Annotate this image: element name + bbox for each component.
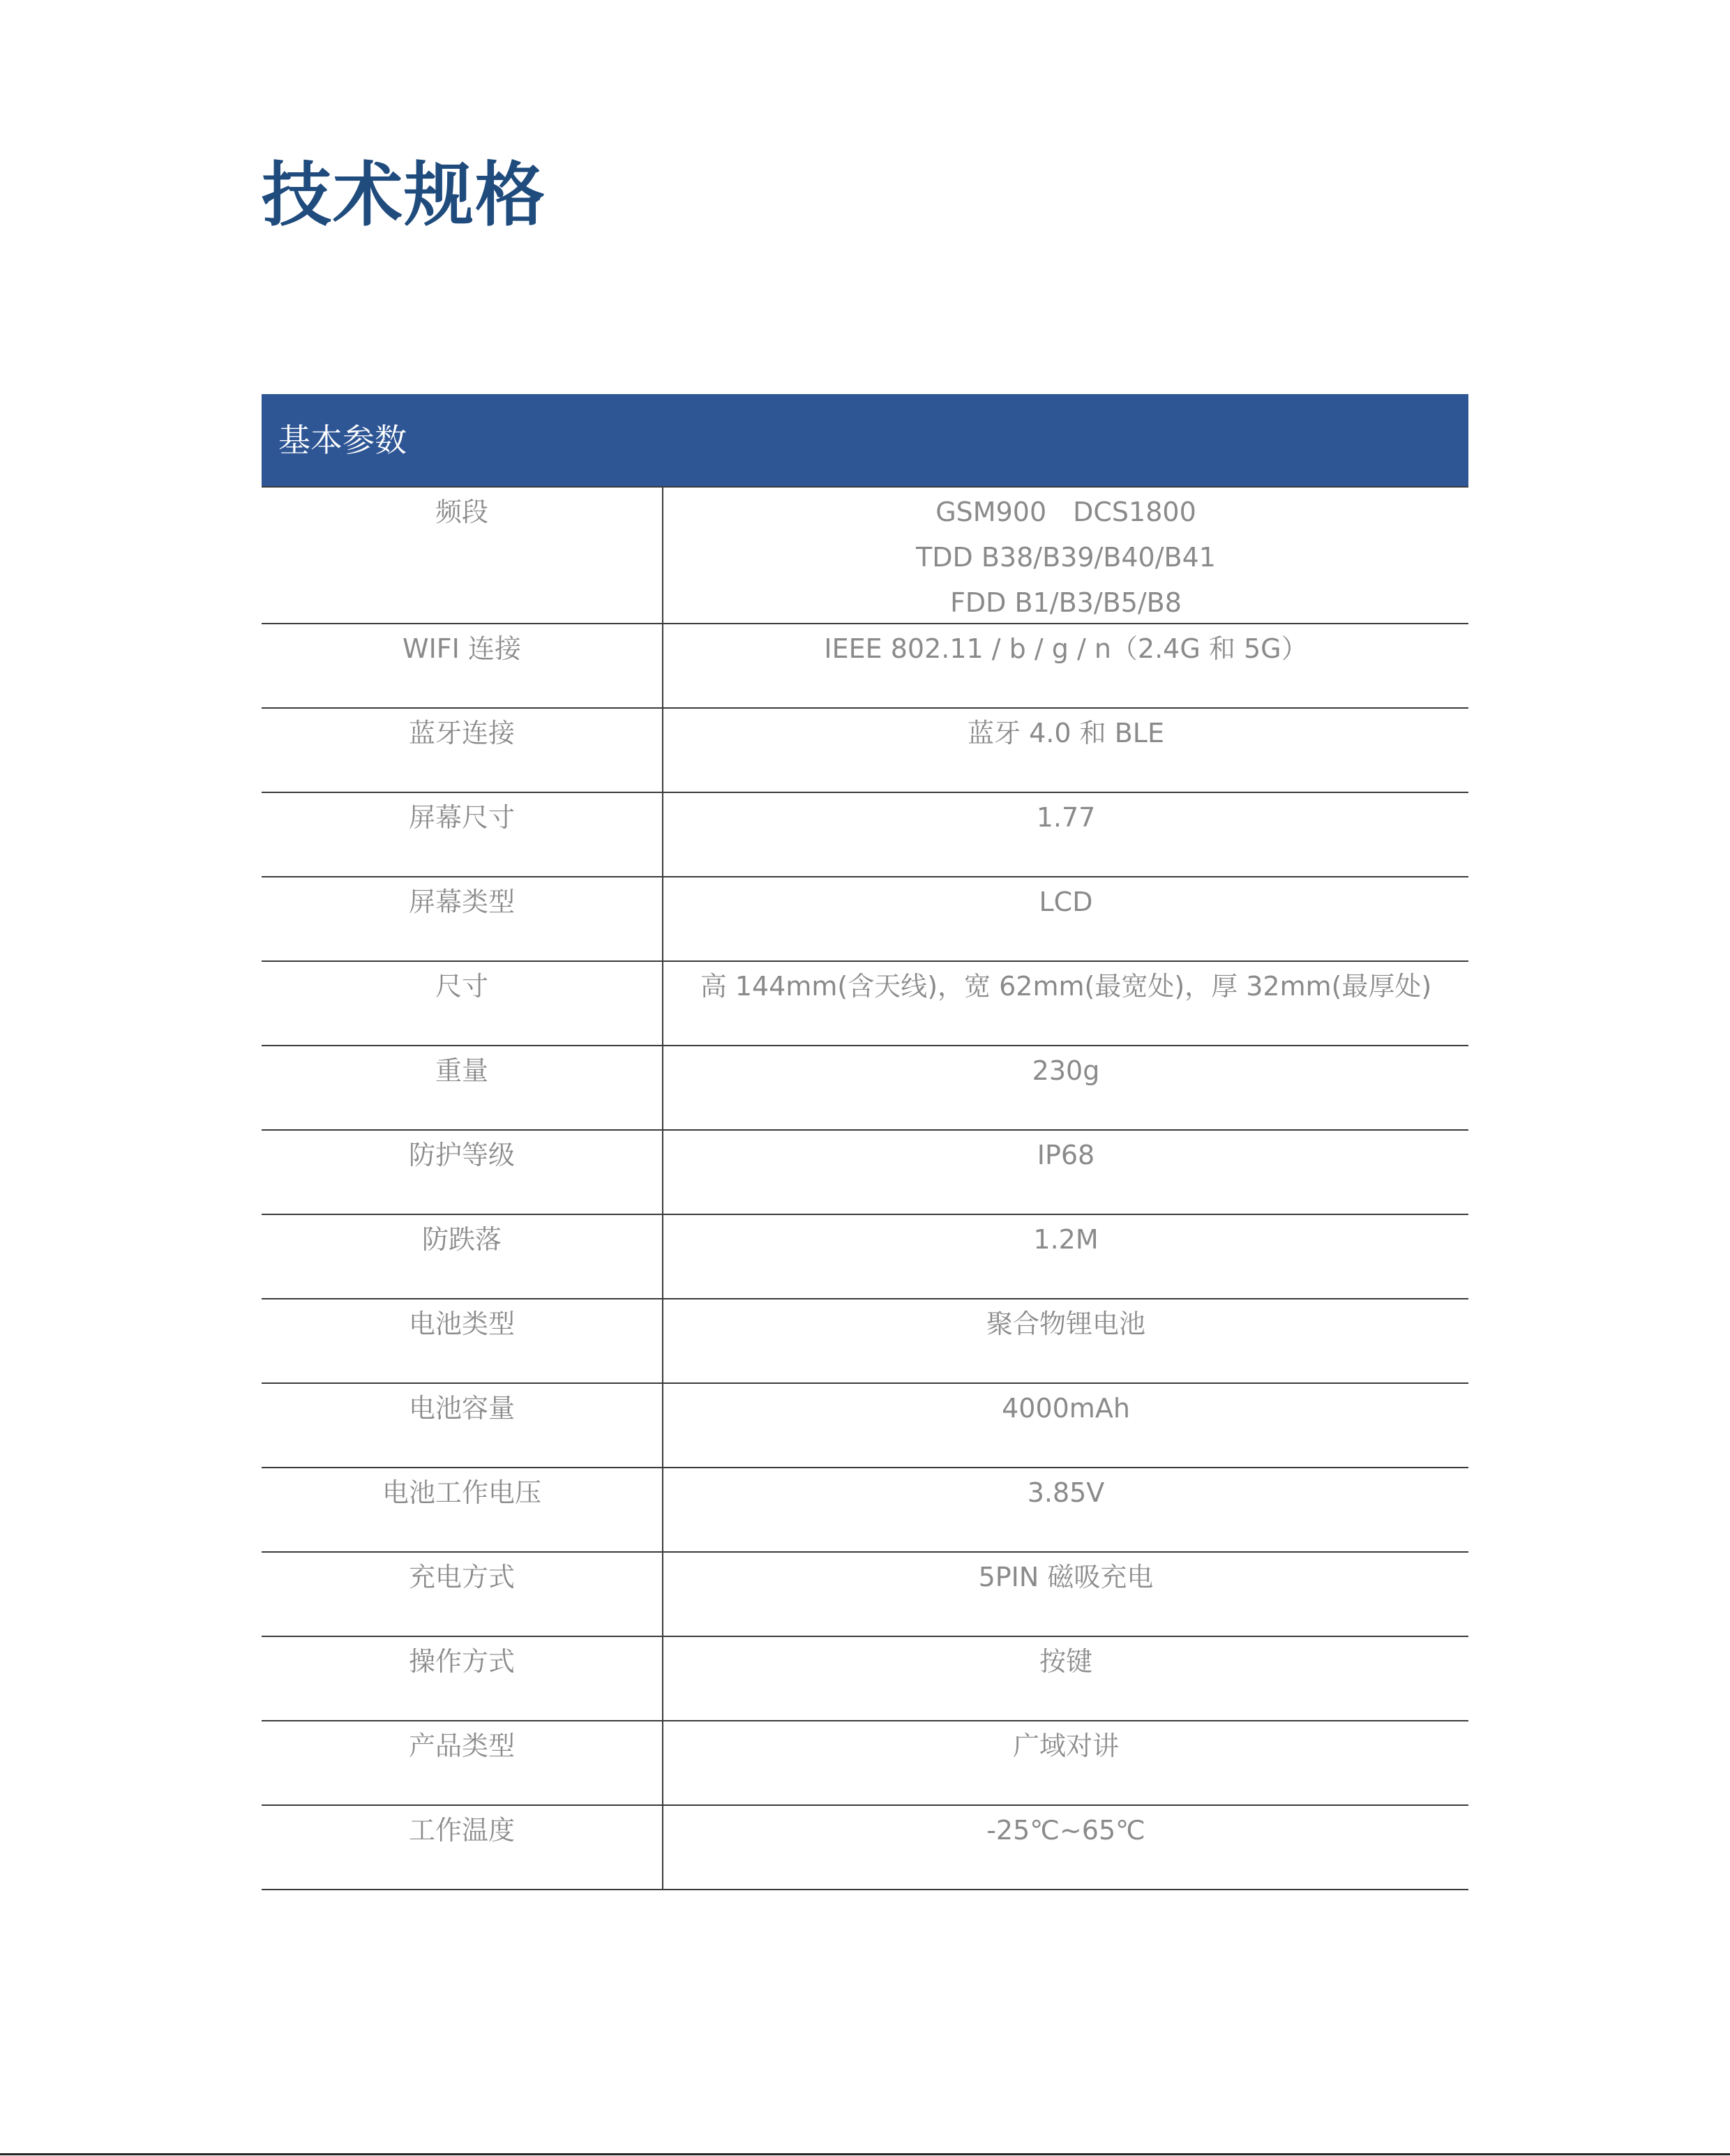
spec-value-line: GSM900 DCS1800 xyxy=(935,497,1196,527)
spec-value: 230g xyxy=(1032,1055,1100,1086)
spec-row-drop xyxy=(262,1214,1468,1298)
spec-row-screen-size xyxy=(262,792,1468,876)
spec-value: 按键 xyxy=(1039,1646,1092,1677)
spec-row-screen-type xyxy=(262,876,1468,960)
spec-label: 操作方式 xyxy=(262,1637,663,1720)
spec-row-battery-capacity xyxy=(262,1382,1468,1467)
spec-value xyxy=(663,488,1468,623)
spec-value: 3.85V xyxy=(1027,1477,1105,1508)
spec-label: 屏幕类型 xyxy=(262,877,663,960)
spec-value: IEEE 802.11 / b / g / n（2.4G 和 5G） xyxy=(824,633,1308,664)
spec-label: 充电方式 xyxy=(262,1553,663,1636)
spec-label: WIFI 连接 xyxy=(262,624,663,707)
spec-label: 频段 xyxy=(262,488,663,623)
spec-row-protection xyxy=(262,1129,1468,1214)
spec-row-charging xyxy=(262,1551,1468,1636)
spec-label: 屏幕尺寸 xyxy=(262,793,663,876)
spec-label: 蓝牙连接 xyxy=(262,709,663,792)
spec-label: 防跌落 xyxy=(262,1215,663,1298)
spec-value: LCD xyxy=(1039,887,1093,917)
spec-row-battery-voltage xyxy=(262,1467,1468,1551)
spec-value: 聚合物锂电池 xyxy=(986,1309,1145,1339)
spec-label: 电池类型 xyxy=(262,1299,663,1382)
spec-row-temperature xyxy=(262,1804,1468,1890)
spec-value: 1.77 xyxy=(1036,802,1096,833)
spec-label: 电池工作电压 xyxy=(262,1468,663,1551)
spec-label: 防护等级 xyxy=(262,1131,663,1214)
spec-value: 4000mAh xyxy=(1002,1393,1130,1424)
spec-label: 电池容量 xyxy=(262,1384,663,1467)
spec-value-line: TDD B38/B39/B40/B41 xyxy=(916,542,1216,573)
spec-value: IP68 xyxy=(1037,1140,1095,1170)
spec-label: 工作温度 xyxy=(262,1806,663,1889)
spec-row-dimensions xyxy=(262,960,1468,1045)
spec-value: 1.2M xyxy=(1033,1224,1099,1255)
table-header: 基本参数 xyxy=(262,394,1468,486)
spec-label: 尺寸 xyxy=(262,962,663,1045)
spec-value: 高 144mm(含天线)，宽 62mm(最宽处)，厚 32mm(最厚处) xyxy=(700,971,1432,1002)
spec-value: 5PIN 磁吸充电 xyxy=(978,1562,1154,1592)
spec-row-product-type xyxy=(262,1720,1468,1804)
spec-table xyxy=(262,394,1468,1890)
bottom-rule xyxy=(0,2153,1730,2155)
spec-row-operation xyxy=(262,1636,1468,1720)
spec-row-weight xyxy=(262,1045,1468,1129)
spec-label: 重量 xyxy=(262,1046,663,1129)
page-title: 技术规格 xyxy=(262,154,546,236)
spec-row-wifi xyxy=(262,623,1468,707)
spec-row-band xyxy=(262,486,1468,623)
spec-value: 蓝牙 4.0 和 BLE xyxy=(968,718,1164,748)
spec-label: 产品类型 xyxy=(262,1721,663,1804)
spec-row-battery-type xyxy=(262,1298,1468,1382)
spec-value: -25℃~65℃ xyxy=(986,1815,1145,1846)
spec-row-bluetooth xyxy=(262,707,1468,792)
spec-value-line: FDD B1/B3/B5/B8 xyxy=(950,587,1182,618)
spec-value: 广域对讲 xyxy=(1012,1731,1119,1761)
